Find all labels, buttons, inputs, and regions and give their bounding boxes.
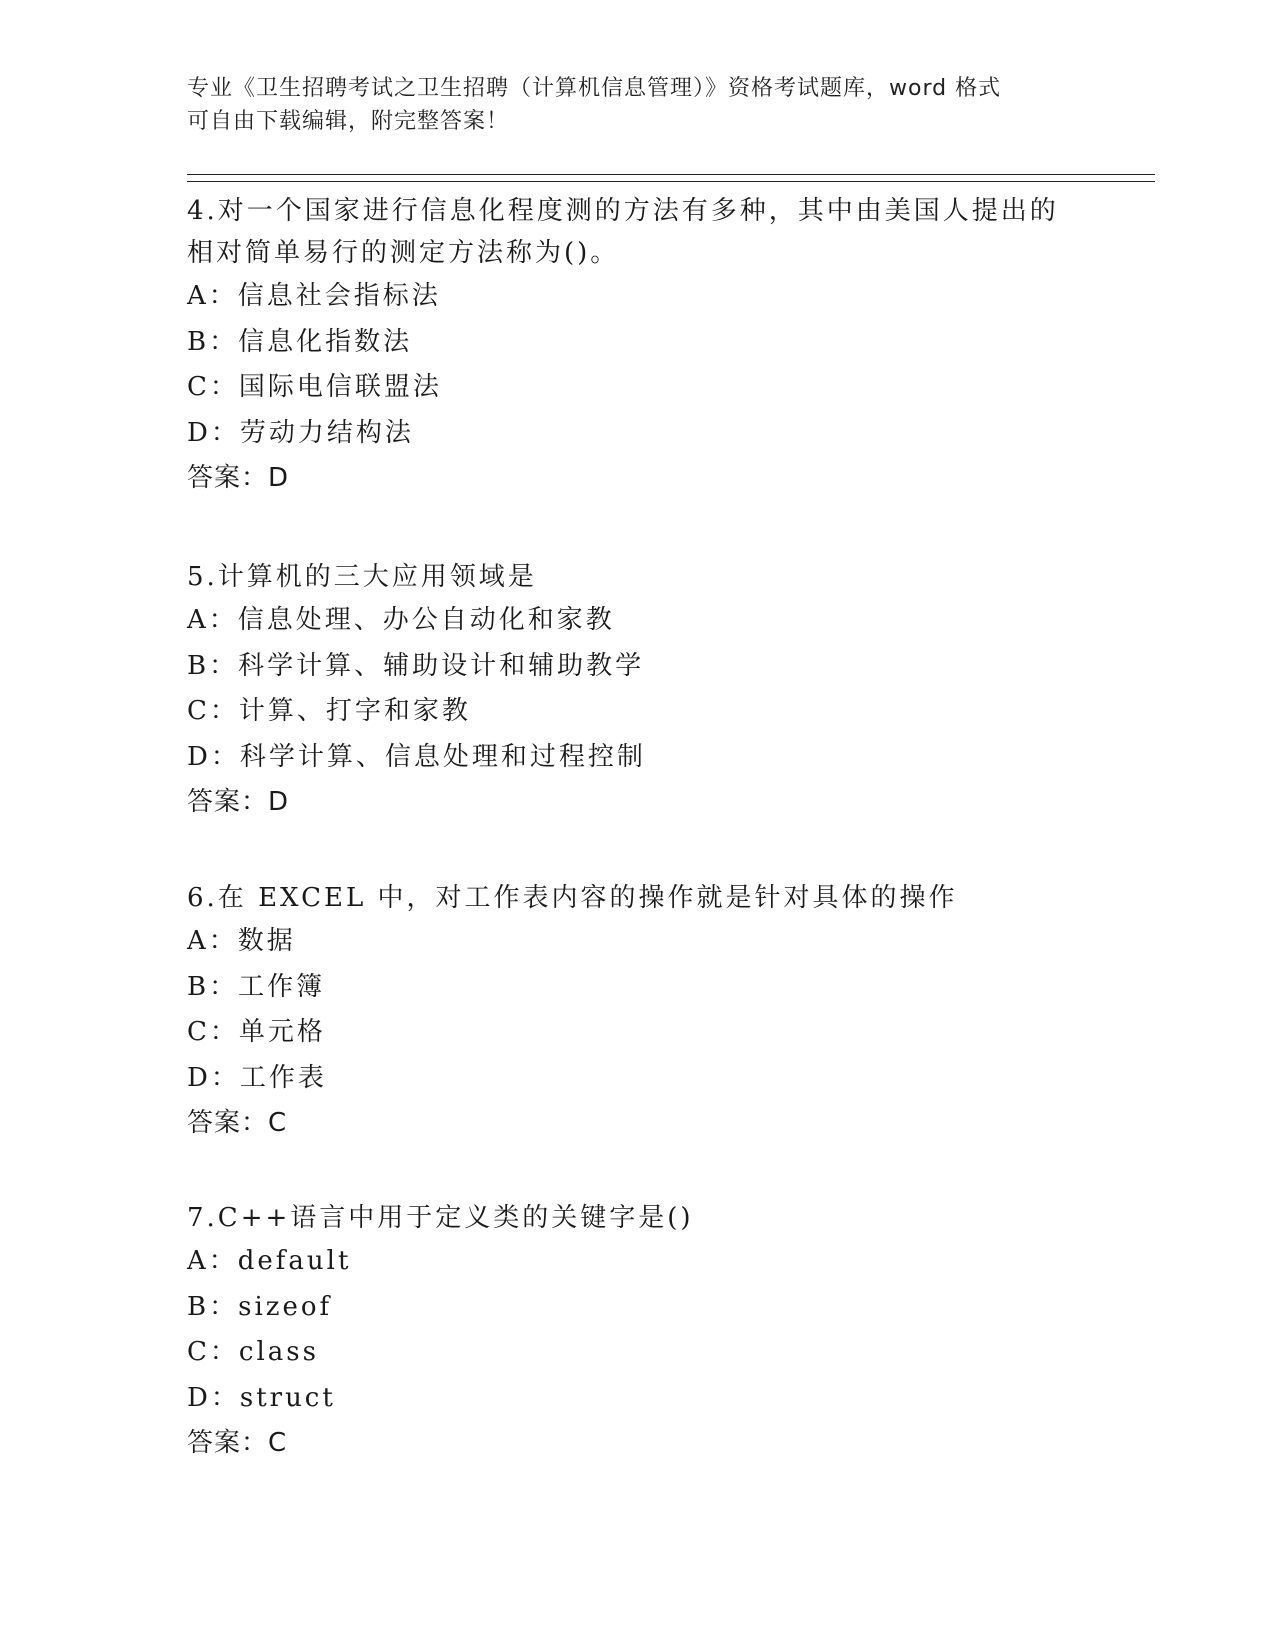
question-7 [187, 1197, 1087, 1467]
question-6-answer: 答案：C [187, 1108, 288, 1138]
question-4-option-d: D：劳动力结构法 [187, 417, 414, 448]
question-7-option-c: C：class [187, 1337, 319, 1367]
question-4-option-a: A：信息社会指标法 [187, 281, 441, 311]
question-5-title: 5.计算机的三大应用领域是 [187, 562, 537, 592]
question-5-option-d: D：科学计算、信息处理和过程控制 [187, 741, 646, 772]
question-7-option-b: B：sizeof [187, 1291, 333, 1322]
question-5-option-a: A：信息处理、办公自动化和家教 [187, 605, 615, 635]
question-4-title-line-1: 4.对一个国家进行信息化程度测的方法有多种，其中由美国人提出的 [187, 196, 1059, 226]
question-6-option-d: D：工作表 [187, 1062, 327, 1093]
question-6-option-b: B：工作簿 [187, 971, 326, 1002]
question-6-option-c: C：单元格 [187, 1017, 326, 1047]
question-6-title: 6.在 EXCEL 中，对工作表内容的操作就是针对具体的操作 [187, 883, 958, 913]
question-5 [187, 556, 1087, 826]
question-7-title: 7.C++语言中用于定义类的关键字是() [187, 1203, 694, 1233]
question-6 [187, 877, 1087, 1147]
question-4-option-c: C：国际电信联盟法 [187, 372, 442, 402]
question-4-answer: 答案：D [187, 463, 290, 493]
question-7-option-d: D：struct [187, 1382, 336, 1413]
question-5-option-b: B：科学计算、辅助设计和辅助教学 [187, 650, 645, 681]
question-4-option-b: B：信息化指数法 [187, 326, 413, 357]
question-6-option-a: A：数据 [187, 926, 296, 956]
question-4 [187, 190, 1087, 502]
question-4-title-line-2: 相对简单易行的测定方法称为()。 [187, 238, 620, 268]
question-5-answer: 答案：D [187, 787, 290, 817]
document-header [187, 72, 1087, 138]
question-5-option-c: C：计算、打字和家教 [187, 696, 471, 726]
question-7-answer: 答案：C [187, 1428, 288, 1458]
header-divider-bottom [187, 181, 1155, 182]
header-line-2: 可自由下载编辑，附完整答案！ [187, 109, 510, 134]
question-7-option-a: A：default [187, 1246, 352, 1276]
header-divider-top [187, 174, 1155, 175]
header-line-1: 专业《卫生招聘考试之卫生招聘（计算机信息管理）》资格考试题库，word 格式 [187, 76, 1002, 101]
